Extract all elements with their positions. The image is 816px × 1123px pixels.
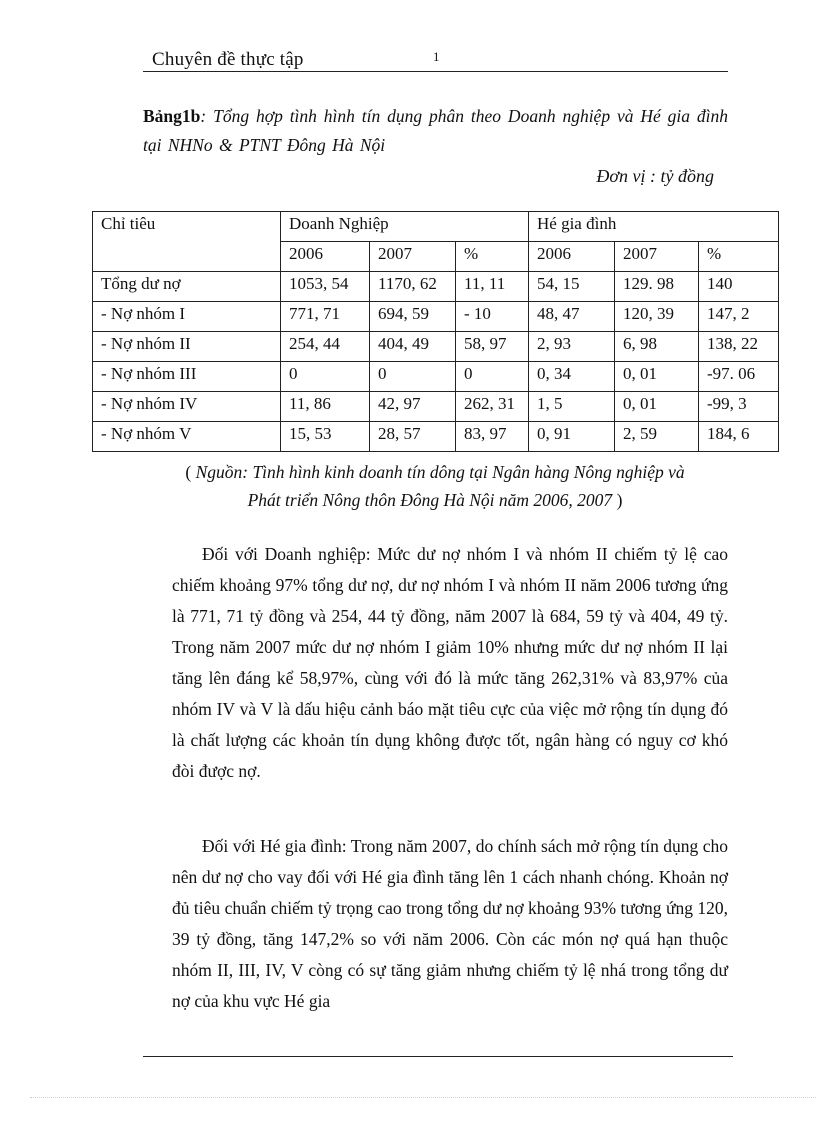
table-cell: 1, 5 bbox=[529, 392, 615, 422]
table-cell: 254, 44 bbox=[281, 332, 370, 362]
table-cell: 2, 93 bbox=[529, 332, 615, 362]
table-row bbox=[93, 392, 779, 422]
table-cell: 771, 71 bbox=[281, 302, 370, 332]
table-cell: -99, 3 bbox=[699, 392, 779, 422]
table-cell: 129. 98 bbox=[615, 272, 699, 302]
table-cell: 15, 53 bbox=[281, 422, 370, 452]
table-cell: 2, 59 bbox=[615, 422, 699, 452]
paragraph-household: Đối với Hé gia đình: Trong năm 2007, do chính sách mở rộng tín dụng cho nên dư nợ cho vay đối với Hé gia đình tăng lên 1 cách nhanh chóng. Khoản nợ đủ tiêu chuẩn chiếm tỷ trọng cao trong tổng dư nợ khoảng 93% tương ứng 120, 39 tỷ đồng, tăng 147,2% so với năm 2006. Còn các món nợ quá hạn thuộc nhóm II, III, IV, V còng có sự tăng giảm nhưng chiếm tỷ lệ nhá trong tổng dư nợ của khu vực Hé gia bbox=[172, 836, 728, 1011]
row-label: - Nợ nhóm V bbox=[93, 422, 281, 452]
table-cell: 54, 15 bbox=[529, 272, 615, 302]
table-cell: 120, 39 bbox=[615, 302, 699, 332]
table-cell: 140 bbox=[699, 272, 779, 302]
subheader-cell: 2006 bbox=[281, 242, 370, 272]
source-line-2 bbox=[92, 486, 778, 514]
table-cell: 0 bbox=[370, 362, 456, 392]
table-cell: 138, 22 bbox=[699, 332, 779, 362]
table-cell: 11, 86 bbox=[281, 392, 370, 422]
row-label: - Nợ nhóm III bbox=[93, 362, 281, 392]
page-edge-divider bbox=[30, 1097, 816, 1098]
subheader-cell: 2006 bbox=[529, 242, 615, 272]
table-cell: 0, 01 bbox=[615, 392, 699, 422]
header-rule bbox=[143, 71, 728, 72]
table-body bbox=[93, 272, 779, 452]
table-cell: 83, 97 bbox=[456, 422, 529, 452]
source-close-paren: ) bbox=[612, 490, 623, 510]
table-cell: 147, 2 bbox=[699, 302, 779, 332]
header-title: Chuyên đề thực tập bbox=[152, 49, 304, 70]
paragraph-business: Đối với Doanh nghiệp: Mức dư nợ nhóm I và nhóm II chiếm tỷ lệ cao chiếm khoảng 97% tổng dư nợ, dư nợ nhóm I và nhóm II năm 2006 tương ứng là 771, 71 tỷ đồng và 254, 44 tỷ đồng, năm 2007 là 684, 59 tỷ và 404, 49 tỷ. Trong năm 2007 mức dư nợ nhóm I giảm 10% nhưng mức dư nợ nhóm II lại tăng lên đáng kể 58,97%, cùng với đó là mức tăng 262,31% và 83,97% của nhóm IV và V là dấu hiệu cảnh báo mặt tiêu cực của việc mở rộng tín dụng đó là chất lượng các khoản tín dụng không được tốt, ngân hàng có nguy cơ khó đòi được nợ. bbox=[172, 544, 728, 781]
table-header-row bbox=[93, 212, 779, 242]
table-cell: 0 bbox=[281, 362, 370, 392]
source-open-paren: ( bbox=[185, 462, 196, 482]
row-label: Tổng dư nợ bbox=[93, 272, 281, 302]
source-note bbox=[92, 458, 778, 514]
table-row bbox=[93, 362, 779, 392]
source-line2-text: Phát triển Nông thôn Đông Hà Nội năm 2006, 2007 bbox=[247, 490, 613, 510]
table-cell: 28, 57 bbox=[370, 422, 456, 452]
page-number: 1 bbox=[433, 49, 440, 64]
table-row bbox=[93, 422, 779, 452]
table-cell: 694, 59 bbox=[370, 302, 456, 332]
table-cell: 58, 97 bbox=[456, 332, 529, 362]
table-cell: 0 bbox=[456, 362, 529, 392]
subheader-cell: 2007 bbox=[370, 242, 456, 272]
table-row bbox=[93, 302, 779, 332]
table-row bbox=[93, 332, 779, 362]
table-cell: 1053, 54 bbox=[281, 272, 370, 302]
table-cell: - 10 bbox=[456, 302, 529, 332]
caption-separator: : bbox=[200, 106, 214, 126]
table-cell: 11, 11 bbox=[456, 272, 529, 302]
source-line1-text: Nguồn: Tình hình kinh doanh tín dông tại Ngân hàng Nông nghiệp và bbox=[195, 462, 685, 482]
table-cell: 1170, 62 bbox=[370, 272, 456, 302]
subheader-cell: % bbox=[456, 242, 529, 272]
table-row bbox=[93, 272, 779, 302]
footer-rule bbox=[143, 1056, 733, 1057]
table-cell: -97. 06 bbox=[699, 362, 779, 392]
header-group-business: Doanh Nghiệp bbox=[281, 212, 529, 242]
table-cell: 42, 97 bbox=[370, 392, 456, 422]
header-criteria: Chỉ tiêu bbox=[93, 212, 281, 272]
subheader-cell: 2007 bbox=[615, 242, 699, 272]
credit-table bbox=[92, 211, 779, 452]
table-cell: 48, 47 bbox=[529, 302, 615, 332]
caption-text: Tổng hợp tình hình tín dụng phân theo Doanh nghiệp và Hé gia đình tại NHNo & PTNT Đông Hà Nội bbox=[143, 106, 728, 155]
table-cell: 404, 49 bbox=[370, 332, 456, 362]
header-group-household: Hé gia đình bbox=[529, 212, 779, 242]
table-cell: 184, 6 bbox=[699, 422, 779, 452]
table-cell: 262, 31 bbox=[456, 392, 529, 422]
table-cell: 6, 98 bbox=[615, 332, 699, 362]
table-cell: 0, 01 bbox=[615, 362, 699, 392]
subheader-cell: % bbox=[699, 242, 779, 272]
table-cell: 0, 91 bbox=[529, 422, 615, 452]
caption-label: Bảng1b bbox=[143, 106, 201, 126]
source-line-1 bbox=[92, 458, 778, 486]
table-cell: 0, 34 bbox=[529, 362, 615, 392]
table-caption bbox=[143, 102, 728, 160]
row-label: - Nợ nhóm I bbox=[93, 302, 281, 332]
row-label: - Nợ nhóm II bbox=[93, 332, 281, 362]
unit-label: Đơn vị : tỷ đồng bbox=[596, 166, 714, 186]
row-label: - Nợ nhóm IV bbox=[93, 392, 281, 422]
